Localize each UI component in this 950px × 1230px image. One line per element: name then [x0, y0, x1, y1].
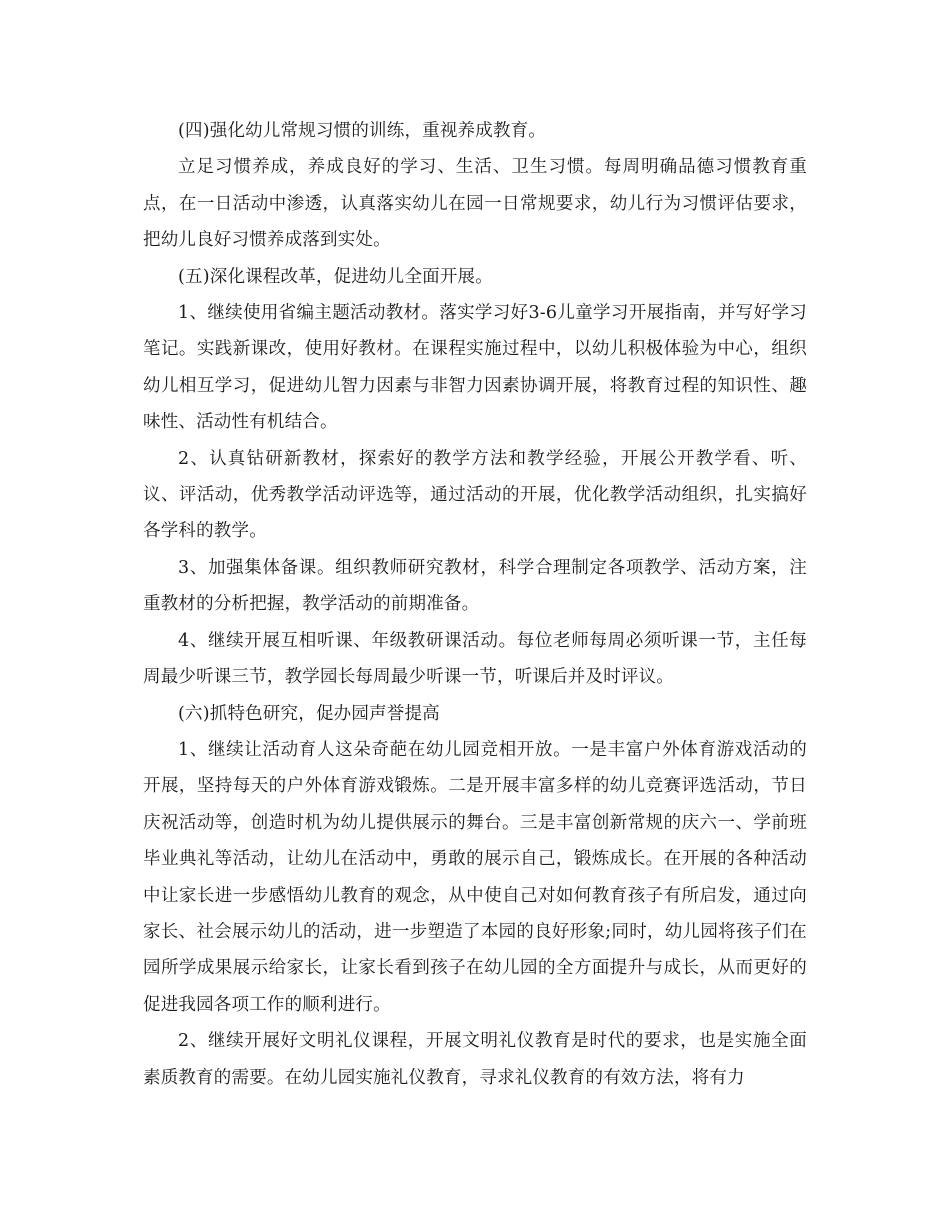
paragraph-item-2-etiquette: 2、继续开展好文明礼仪课程，开展文明礼仪教育是时代的要求，也是实施全面素质教育的需要。在幼儿园实施礼仪教育，寻求礼仪教育的有效方法，将有力 — [143, 1031, 807, 1088]
paragraph-item-2-teaching: 2、认真钻研新教材，探索好的教学方法和教学经验，开展公开教学看、听、议、评活动，优秀教学活动评选等，通过活动的开展，优化教学活动组织，扎实搞好各学科的教学。 — [143, 448, 807, 542]
paragraph-item-1-activities: 1、继续让活动育人这朵奇葩在幼儿园竞相开放。一是丰富户外体育游戏活动的开展，坚持每天的户外体育游戏锻炼。二是开展丰富多样的幼儿竞赛评选活动，节日庆祝活动等，创造时机为幼儿提供展示的舞台。三是丰富创新常规的庆六一、学前班毕业典礼等活动，让幼儿在活动中，勇敢的展示自己，锻炼成长。在开展的各种活动中让家长进一步感悟幼儿教育的观念，从中使自己对如何教育孩子有所启发，通过向家长、社会展示幼儿的活动，进一步塑造了本园的良好形象;同时，幼儿园将孩子们在园所学成果展示给家长，让家长看到孩子在幼儿园的全方面提升与成长，从而更好的促进我园各项工作的顺利进行。 — [143, 739, 807, 1015]
section-heading-6: (六)抓特色研究，促办园声誉提高 — [178, 703, 440, 724]
document-body — [143, 113, 807, 1096]
section-heading-5: (五)深化课程改革，促进幼儿全面开展。 — [178, 266, 493, 287]
paragraph-item-3-lesson-prep: 3、加强集体备课。组织教师研究教材，科学合理制定各项教学、活动方案，注重教材的分析把握，教学活动的前期准备。 — [143, 557, 807, 615]
paragraph-habits: 立足习惯养成，养成良好的学习、生活、卫生习惯。每周明确品德习惯教育重点，在一日活动中渗透，认真落实幼儿在园一日常规要求，幼儿行为习惯评估要求，把幼儿良好习惯养成落到实处。 — [143, 157, 807, 251]
paragraph-item-1-textbook: 1、继续使用省编主题活动教材。落实学习好3-6儿童学习开展指南，并写好学习笔记。实践新课改，使用好教材。在课程实施过程中，以幼儿积极体验为中心，组织幼儿相互学习，促进幼儿智力因素与非智力因素协调开展，将教育过程的知识性、趣味性、活动性有机结合。 — [143, 303, 807, 433]
paragraph-item-4-observation: 4、继续开展互相听课、年级教研课活动。每位老师每周必须听课一节，主任每周最少听课三节，教学园长每周最少听课一节，听课后并及时评议。 — [143, 630, 807, 688]
section-heading-4: (四)强化幼儿常规习惯的训练，重视养成教育。 — [178, 121, 547, 141]
